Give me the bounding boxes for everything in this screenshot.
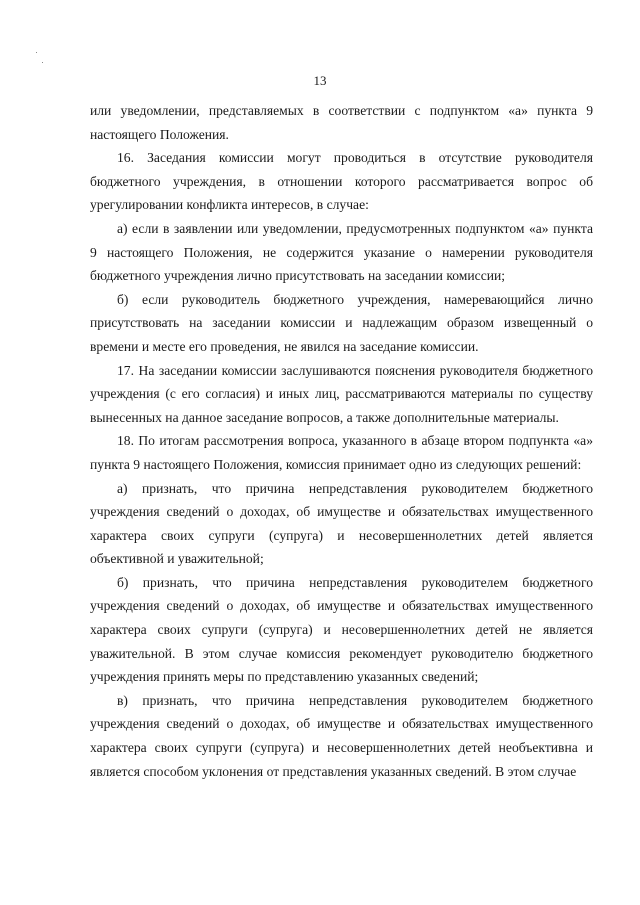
paragraph-18v: в) признать, что причина непредставления руководителем бюджетного учреждения сведений о доходах, об имуществе и обязательствах имущественного характера своих супруги (супруга) и несовершеннолетних детей необъективна и является способом уклонения от представления указанных сведений. В этом случае [90,692,593,779]
scan-speck [42,62,43,63]
paragraph-17: 17. На заседании комиссии заслушиваются пояснения руководителя бюджетного учреждения (с его согласия) и иных лиц, рассматриваются материалы по существу вынесенных на данное заседание вопросов, а также дополнительные материалы. [90,362,593,425]
paragraph-16a: а) если в заявлении или уведомлении, предусмотренных подпунктом «а» пункта 9 настоящего Положения, не содержится указание о намерении руководителя бюджетного учреждения лично присутствовать на заседании комиссии; [90,220,593,284]
paragraph-18b: б) признать, что причина непредставления руководителем бюджетного учреждения сведений о доходах, об имуществе и обязательствах имущественного характера своих супруги (супруга) и несовершеннолетних детей не является уважительной. В этом случае комиссия рекомендует руководителю бюджетного учреждения принять меры по представлению указанных сведений; [90,574,593,685]
paragraph-continuation: или уведомлении, представляемых в соответствии с подпунктом «а» пункта 9 настоящего Положения. [90,103,593,142]
paragraph-16b: б) если руководитель бюджетного учреждения, намеревающийся лично присутствовать на заседании комиссии и надлежащим образом извещенный о времени и месте его проведения, не явился на заседание комиссии. [90,291,593,354]
scan-speck [36,52,37,53]
page-number: 13 [313,73,327,88]
document-body [90,99,593,783]
paragraph-18a: а) признать, что причина непредставления руководителем бюджетного учреждения сведений о доходах, об имуществе и обязательствах имущественного характера своих супруги (супруга) и несовершеннолетних детей является объективной и уважительной; [90,480,593,567]
paragraph-18: 18. По итогам рассмотрения вопроса, указанного в абзаце втором подпункта «а» пункта 9 настоящего Положения, комиссия принимает одно из следующих решений: [90,433,593,472]
paragraph-16: 16. Заседания комиссии могут проводиться в отсутствие руководителя бюджетного учреждения, в отношении которого рассматривается вопрос об урегулировании конфликта интересов, в случае: [90,150,593,213]
